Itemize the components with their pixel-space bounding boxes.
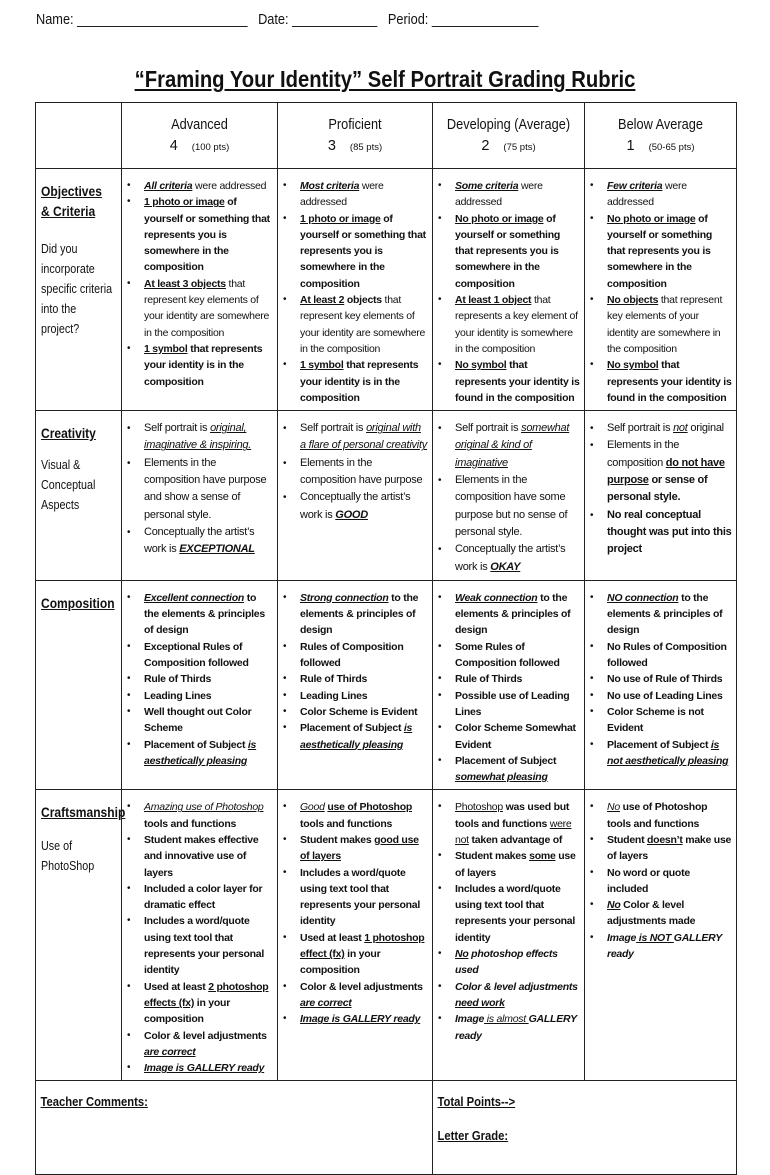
criteria-text: Self portrait is bbox=[607, 422, 674, 435]
criteria-text: Some Rules of Composition followed bbox=[455, 640, 560, 670]
criteria-list bbox=[278, 169, 432, 410]
criteria-text: Color & level adjustments bbox=[144, 1029, 267, 1042]
criteria-text: No use of Rule of Thirds bbox=[607, 673, 723, 686]
criteria-item bbox=[455, 472, 580, 541]
criteria-text: Color & level adjustments made bbox=[607, 899, 696, 928]
criteria-item bbox=[455, 946, 580, 979]
criteria-item bbox=[455, 688, 580, 721]
criteria-text: Well thought out Color Scheme bbox=[144, 705, 252, 735]
criteria-item bbox=[144, 455, 273, 524]
criteria-list bbox=[585, 411, 736, 562]
criteria-text: original with a flare of personal creativity bbox=[300, 422, 428, 452]
name-date-period-line: Name: ________________________ Date: ____________ Period: _______________ bbox=[36, 12, 539, 28]
total-points-label: Total Points--> bbox=[437, 1095, 516, 1110]
cell-advanced bbox=[122, 411, 278, 581]
criteria-text: somewhat original & kind of imaginative bbox=[455, 422, 570, 469]
criteria-text: some bbox=[529, 850, 556, 863]
criteria-list bbox=[433, 790, 584, 1047]
level-points: 3 bbox=[327, 138, 336, 154]
criteria-text: All criteria bbox=[144, 180, 193, 192]
criteria-text: No photo or image bbox=[455, 212, 544, 225]
criteria-text: in your composition bbox=[300, 948, 381, 977]
criteria-item bbox=[144, 524, 273, 559]
criteria-text: Included a color layer for dramatic effect bbox=[144, 882, 263, 912]
level-range: (100 pts) bbox=[191, 142, 230, 153]
criteria-text: were addressed bbox=[192, 180, 267, 192]
criteria-text: are correct bbox=[144, 1045, 196, 1058]
criteria-text: Rule of Thirds bbox=[455, 673, 523, 686]
cell-advanced bbox=[122, 790, 278, 1081]
criteria-text: Includes a word/quote using text tool that represents your personal identity bbox=[455, 882, 576, 944]
criteria-item bbox=[144, 688, 273, 704]
criteria-text: Image bbox=[455, 1013, 485, 1026]
criteria-text: in your composition bbox=[144, 996, 231, 1026]
criteria-text: Rule of Thirds bbox=[144, 673, 212, 686]
criteria-text: Used at least bbox=[300, 931, 365, 944]
criterion-description: Use of PhotoShop bbox=[41, 839, 95, 874]
criterion-description: Did you incorporate specific criteria into the project? bbox=[41, 242, 113, 336]
criteria-text: Weak connection bbox=[455, 591, 538, 604]
criterion-cell bbox=[36, 169, 122, 411]
criteria-text: Exceptional Rules of Composition followed bbox=[144, 640, 249, 670]
criteria-text: use of layers bbox=[455, 850, 576, 879]
criteria-text: that represents your identity is found in the composition bbox=[607, 359, 732, 404]
criteria-text: At least 3 objects bbox=[144, 277, 226, 290]
criterion-name: Composition bbox=[41, 594, 115, 611]
criteria-item bbox=[455, 590, 580, 639]
criteria-text: Placement of Subject bbox=[300, 722, 404, 735]
footer-row bbox=[36, 1081, 737, 1175]
level-name: Developing (Average) bbox=[446, 117, 571, 133]
criteria-text: that represents your identity is found in the composition bbox=[455, 359, 580, 404]
criteria-text: Includes a word/quote using text tool that represents your personal identity bbox=[144, 915, 265, 977]
cell-below-average bbox=[585, 580, 737, 790]
criteria-text: Photoshop bbox=[455, 801, 503, 814]
level-points: 4 bbox=[169, 138, 178, 154]
criteria-list bbox=[122, 411, 277, 562]
criteria-text: Student makes effective and innovative use of layers bbox=[144, 833, 259, 879]
criteria-text: Strong connection bbox=[300, 591, 389, 604]
criteria-text: 1 photo or image bbox=[144, 196, 225, 209]
teacher-comments-label: Teacher Comments: bbox=[40, 1095, 148, 1110]
criteria-list bbox=[278, 790, 432, 1031]
cell-developing bbox=[433, 790, 585, 1081]
criteria-text: Placement of Subject bbox=[455, 754, 557, 767]
criteria-list bbox=[122, 581, 277, 773]
criteria-item bbox=[144, 737, 273, 770]
cell-developing bbox=[433, 580, 585, 790]
criteria-text: is aesthetically pleasing bbox=[144, 738, 257, 767]
criteria-item bbox=[607, 688, 732, 704]
criteria-text: Conceptually the artist’s work is bbox=[455, 543, 566, 573]
criteria-item bbox=[607, 897, 732, 930]
criteria-text: make use of layers bbox=[607, 833, 732, 863]
criteria-text: tools and functions bbox=[300, 817, 393, 830]
criteria-text: Student bbox=[607, 833, 647, 846]
criteria-text: Possible use of Leading Lines bbox=[455, 689, 570, 718]
criteria-text: No use of Leading Lines bbox=[607, 689, 723, 702]
criteria-text: is NOT bbox=[636, 931, 674, 944]
criteria-text: At least 2 bbox=[300, 294, 345, 307]
criteria-item bbox=[144, 799, 273, 832]
criteria-text: Conceptually the artist’s work is bbox=[144, 525, 255, 556]
criteria-text: Elements in the composition bbox=[607, 439, 680, 469]
criteria-text: are correct bbox=[300, 996, 352, 1009]
criteria-text: Elements in the composition have purpose bbox=[300, 456, 423, 487]
criteria-text: Image is GALLERY ready bbox=[144, 1062, 265, 1075]
criteria-text: Placement of Subject bbox=[144, 738, 248, 751]
criteria-text: GALLERY ready bbox=[607, 931, 722, 961]
criteria-text: 1 symbol bbox=[300, 359, 344, 372]
criteria-text: Image bbox=[607, 931, 637, 944]
criteria-item bbox=[300, 639, 428, 672]
criteria-item bbox=[300, 357, 428, 406]
criteria-text: that represents your identity is in the composition bbox=[144, 342, 263, 388]
criteria-text: were addressed bbox=[607, 180, 687, 209]
criterion-cell bbox=[36, 411, 122, 581]
criteria-text: Placement of Subject bbox=[607, 738, 711, 751]
criteria-text: Amazing use of Photoshop bbox=[144, 801, 264, 814]
cell-advanced bbox=[122, 580, 278, 790]
criteria-text: use of Photoshop bbox=[327, 801, 413, 814]
criteria-item bbox=[607, 737, 732, 770]
criteria-list bbox=[278, 411, 432, 528]
criteria-item bbox=[144, 639, 273, 672]
criteria-item bbox=[144, 341, 273, 390]
criteria-text: were addressed bbox=[455, 180, 543, 209]
criteria-text: to the elements & principles of design bbox=[607, 591, 723, 637]
cell-below-average bbox=[585, 169, 737, 411]
criteria-list bbox=[585, 790, 736, 966]
criteria-text: Elements in the composition have some purpose but no sense of personal style. bbox=[455, 474, 568, 538]
criteria-item bbox=[607, 832, 732, 865]
criteria-item bbox=[300, 590, 428, 639]
criteria-text: of yourself or something that represents you is somewhere in the composition bbox=[144, 196, 270, 274]
criteria-text: were addressed bbox=[300, 180, 384, 209]
level-name: Proficient bbox=[328, 117, 382, 133]
level-name: Below Average bbox=[618, 117, 703, 133]
criteria-text: Self portrait is bbox=[455, 422, 522, 435]
criteria-text: No symbol bbox=[455, 359, 507, 372]
criteria-text: is aesthetically pleasing bbox=[300, 722, 413, 751]
criteria-text: 1 photoshop effect (fx) bbox=[300, 931, 425, 961]
criteria-text: Self portrait is bbox=[300, 422, 367, 435]
criteria-text: is almost bbox=[484, 1013, 529, 1026]
level-name: Advanced bbox=[171, 117, 228, 133]
criteria-item bbox=[607, 292, 732, 357]
criterion-cell bbox=[36, 790, 126, 1081]
criteria-text: of yourself or something that represents you is somewhere in the composition bbox=[455, 212, 561, 290]
criteria-list bbox=[122, 169, 277, 394]
level-range: (85 pts) bbox=[349, 142, 383, 153]
criteria-text: original bbox=[687, 422, 724, 435]
criteria-item bbox=[300, 292, 428, 357]
total-points-cell bbox=[433, 1081, 737, 1175]
criteria-text: Rule of Thirds bbox=[300, 673, 368, 686]
criteria-text: good use of layers bbox=[300, 833, 419, 863]
criteria-text: EXCEPTIONAL bbox=[179, 543, 255, 556]
criteria-item bbox=[607, 211, 732, 292]
criteria-text: Image is GALLERY ready bbox=[300, 1013, 421, 1026]
criteria-text: At least 1 object bbox=[455, 294, 532, 307]
criteria-text: tools and functions bbox=[144, 817, 237, 830]
criteria-text: Used at least bbox=[144, 980, 209, 993]
letter-grade-label: Letter Grade: bbox=[437, 1129, 509, 1144]
criteria-text: Includes a word/quote using text tool that represents your personal identity bbox=[300, 866, 421, 928]
criteria-item bbox=[455, 639, 580, 672]
criteria-item bbox=[607, 799, 732, 832]
criteria-item bbox=[144, 420, 273, 455]
criteria-item bbox=[607, 865, 732, 898]
level-points: 2 bbox=[481, 138, 490, 154]
criterion-cell bbox=[36, 580, 122, 790]
criteria-text: No real conceptual thought was put into this project bbox=[607, 508, 732, 556]
criteria-text: to the elements & principles of design bbox=[144, 591, 265, 637]
criteria-item bbox=[144, 194, 273, 275]
criteria-text: 1 symbol bbox=[144, 342, 188, 355]
criterion-name: Objectives & Criteria bbox=[41, 183, 102, 219]
page-title: “Framing Your Identity” Self Portrait Grading Rubric bbox=[134, 66, 636, 92]
criteria-text: OKAY bbox=[490, 560, 521, 573]
criteria-text: taken advantage of bbox=[468, 833, 563, 846]
criteria-text: not bbox=[673, 422, 688, 435]
criteria-item bbox=[300, 720, 428, 753]
criteria-text: need work bbox=[455, 996, 505, 1009]
criteria-item bbox=[455, 881, 580, 946]
criteria-text: No bbox=[607, 801, 620, 814]
criteria-text: Conceptually the artist’s work is bbox=[300, 491, 411, 521]
criteria-text: that represents your identity is in the composition bbox=[300, 359, 419, 404]
header-row bbox=[36, 103, 737, 169]
corner-cell bbox=[36, 103, 122, 169]
criteria-text: 2 photoshop effects (fx) bbox=[144, 980, 269, 1009]
level-header-proficient bbox=[278, 103, 433, 169]
level-header-advanced bbox=[122, 103, 278, 169]
criteria-text: was used but tools and functions bbox=[455, 801, 570, 830]
criterion-name: Creativity bbox=[41, 425, 96, 442]
criteria-list bbox=[433, 411, 584, 580]
criteria-text: Leading Lines bbox=[300, 689, 368, 702]
criteria-text: that represent key elements of your identity are somewhere in the composition bbox=[300, 294, 426, 355]
criteria-text: somewhat pleasing bbox=[455, 771, 548, 784]
criteria-item bbox=[144, 1060, 273, 1076]
criteria-item bbox=[300, 799, 428, 832]
criteria-text: Color Scheme is Evident bbox=[300, 705, 418, 718]
criteria-text: that represent key elements of your identity are somewhere in the composition bbox=[144, 277, 270, 339]
criteria-text: GOOD bbox=[335, 508, 368, 521]
criteria-item bbox=[455, 292, 580, 357]
criteria-item bbox=[607, 507, 732, 559]
criteria-text: Color & level adjustments bbox=[455, 980, 578, 993]
criteria-text: No bbox=[455, 948, 469, 961]
criteria-item bbox=[300, 704, 428, 720]
criteria-item bbox=[300, 489, 428, 524]
cell-proficient bbox=[278, 790, 433, 1081]
level-points: 1 bbox=[626, 138, 635, 154]
criteria-text: Elements in the composition have purpose and show a sense of personal style. bbox=[144, 456, 267, 521]
criteria-item bbox=[144, 178, 273, 194]
criteria-item bbox=[607, 704, 732, 737]
criteria-item bbox=[455, 671, 580, 687]
criteria-list bbox=[122, 790, 277, 1080]
criteria-text: Self portrait is bbox=[144, 422, 211, 435]
criteria-item bbox=[455, 848, 580, 881]
criteria-text: of yourself or something that represents you is somewhere in the composition bbox=[607, 212, 713, 290]
criteria-item bbox=[607, 178, 732, 211]
criteria-text: Good bbox=[300, 801, 325, 814]
criteria-item bbox=[607, 639, 732, 672]
criteria-text: Few criteria bbox=[607, 180, 663, 192]
criteria-item bbox=[455, 357, 580, 406]
criteria-text: that represents a key element of your identity is somewhere in the composition bbox=[455, 294, 578, 355]
criteria-item bbox=[607, 671, 732, 687]
criteria-text: to the elements & principles of design bbox=[455, 591, 571, 637]
criteria-text: Student makes bbox=[300, 833, 375, 846]
criteria-item bbox=[455, 211, 580, 292]
criteria-item bbox=[144, 1028, 273, 1061]
criteria-item bbox=[607, 357, 732, 406]
criteria-item bbox=[144, 671, 273, 687]
criterion-name: Craftsmanship bbox=[41, 804, 126, 821]
criteria-item bbox=[455, 753, 580, 786]
criteria-text: objects bbox=[344, 294, 382, 307]
criteria-text: Color Scheme is not Evident bbox=[607, 705, 704, 735]
criteria-item bbox=[455, 720, 580, 753]
criteria-item bbox=[300, 671, 428, 687]
criteria-item bbox=[300, 832, 428, 865]
criteria-item bbox=[144, 590, 273, 639]
criteria-text: Color & level adjustments bbox=[300, 980, 423, 993]
criteria-text: to the elements & principles of design bbox=[300, 591, 419, 637]
cell-developing bbox=[433, 169, 585, 411]
criteria-item bbox=[144, 979, 273, 1028]
criteria-text: Color Scheme Somewhat Evident bbox=[455, 722, 576, 751]
criteria-text: Rules of Composition followed bbox=[300, 640, 404, 670]
criteria-text: photoshop effects used bbox=[455, 948, 558, 977]
criteria-text: were not bbox=[455, 817, 572, 846]
criteria-text: 1 photo or image bbox=[300, 212, 381, 225]
criteria-text: GALLERY ready bbox=[455, 1013, 577, 1042]
criteria-text: use of Photoshop tools and functions bbox=[607, 801, 708, 830]
level-range: (50-65 pts) bbox=[648, 142, 695, 153]
cell-proficient bbox=[278, 411, 433, 581]
criteria-text: Student makes bbox=[455, 850, 530, 863]
criteria-item bbox=[300, 930, 428, 979]
criteria-list bbox=[433, 169, 584, 410]
criterion-row-creativity bbox=[36, 411, 737, 581]
criteria-text: Some criteria bbox=[455, 180, 519, 192]
criteria-item bbox=[144, 276, 273, 341]
cell-developing bbox=[433, 411, 585, 581]
level-range: (75 pts) bbox=[503, 142, 536, 153]
criteria-item bbox=[455, 799, 580, 848]
criteria-text: doesn’t bbox=[647, 833, 683, 846]
criteria-text: NO connection bbox=[607, 591, 679, 604]
criteria-item bbox=[607, 590, 732, 639]
criteria-item bbox=[300, 865, 428, 930]
criteria-item bbox=[300, 979, 428, 1012]
criteria-list bbox=[585, 581, 736, 773]
criteria-text: No Rules of Composition followed bbox=[607, 640, 727, 670]
criteria-text: Excellent connection bbox=[144, 591, 245, 604]
criteria-list bbox=[585, 169, 736, 410]
cell-below-average bbox=[585, 411, 737, 581]
criteria-item bbox=[144, 881, 273, 914]
criteria-text: Most criteria bbox=[300, 180, 360, 192]
criteria-item bbox=[455, 979, 580, 1012]
criterion-row-objectives bbox=[36, 169, 737, 411]
criteria-item bbox=[300, 1011, 428, 1027]
criteria-item bbox=[300, 455, 428, 490]
level-header-developing bbox=[433, 103, 585, 169]
criteria-item bbox=[455, 1011, 580, 1044]
criteria-text: No photo or image bbox=[607, 212, 696, 225]
criterion-row-composition bbox=[36, 580, 737, 790]
criteria-text: No objects bbox=[607, 294, 659, 307]
criteria-item bbox=[455, 420, 580, 472]
criteria-text: Leading Lines bbox=[144, 689, 212, 702]
criteria-text: that represent key elements of your identity are somewhere in the composition bbox=[607, 294, 723, 355]
criteria-text: original, imaginative & inspiring. bbox=[144, 422, 252, 452]
criterion-row-craftsmanship bbox=[36, 790, 737, 1081]
level-header-below-average bbox=[585, 103, 737, 169]
cell-proficient bbox=[278, 580, 433, 790]
cell-below-average bbox=[585, 790, 737, 1081]
criteria-item bbox=[300, 688, 428, 704]
teacher-comments-cell bbox=[36, 1081, 433, 1175]
criteria-item bbox=[300, 211, 428, 292]
criteria-text: No bbox=[607, 899, 621, 912]
criteria-text: No word or quote included bbox=[607, 866, 690, 895]
criteria-item bbox=[144, 832, 273, 881]
criteria-list bbox=[433, 581, 584, 790]
cell-advanced bbox=[122, 169, 278, 411]
criteria-item bbox=[144, 913, 273, 978]
rubric-table bbox=[35, 102, 737, 1175]
criteria-item bbox=[300, 178, 428, 211]
criteria-item bbox=[455, 178, 580, 211]
criteria-text: or sense of personal style. bbox=[607, 474, 708, 504]
cell-proficient bbox=[278, 169, 433, 411]
criteria-text: of yourself or something that represents you is somewhere in the composition bbox=[300, 212, 426, 290]
criteria-item bbox=[144, 704, 273, 737]
criteria-text: No symbol bbox=[607, 359, 659, 372]
criteria-item bbox=[607, 930, 732, 963]
criteria-item bbox=[607, 437, 732, 506]
criteria-text: is not aesthetically pleasing bbox=[607, 738, 729, 767]
criteria-item bbox=[607, 420, 732, 437]
criteria-item bbox=[455, 541, 580, 576]
criteria-list bbox=[278, 581, 432, 757]
criteria-item bbox=[300, 420, 428, 455]
criteria-text: do not have purpose bbox=[607, 456, 725, 487]
criterion-description: Visual & Conceptual Aspects bbox=[41, 458, 96, 513]
